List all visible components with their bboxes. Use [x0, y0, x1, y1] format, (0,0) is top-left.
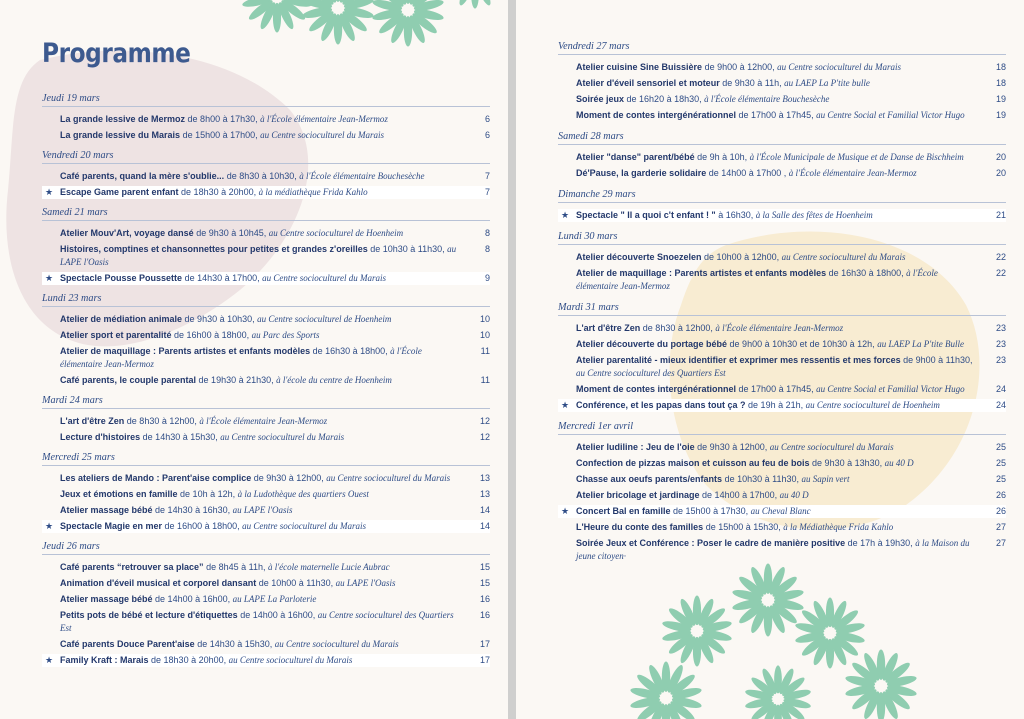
- event-time: de 10h00 à 11h30,: [256, 578, 336, 588]
- event-page-number: 15: [479, 562, 490, 572]
- event-name: Atelier d'éveil sensoriel et moteur: [576, 78, 720, 88]
- event-place: au Centre Social et Familial Victor Hugo: [816, 110, 965, 120]
- event-place: au LAPE l'Oasis: [60, 244, 457, 267]
- event-place: à l'École élémentaire Bouchesèche: [299, 171, 425, 181]
- day-heading: Vendredi 27 mars: [558, 41, 1006, 55]
- event-item: [42, 113, 490, 126]
- event-time: de 10h à 12h,: [177, 489, 238, 499]
- event-time: à 16h30,: [715, 210, 756, 220]
- event-time: de 16h20 à 18h30,: [624, 94, 705, 104]
- event-time: de 15h00 à 15h30,: [703, 522, 784, 532]
- event-place: au Sapin vert: [801, 474, 850, 484]
- event-page-number: 23: [995, 323, 1006, 333]
- event-page-number: 21: [995, 210, 1006, 220]
- event-time: de 14h30 à 15h30,: [140, 432, 221, 442]
- event-item: [558, 93, 1006, 106]
- star-icon: ★: [561, 400, 570, 410]
- event-name: Atelier parentalité - mieux identifier et exprimer mes ressentis et mes forces: [576, 355, 901, 365]
- event-place: à la médiathèque Frida Kahlo: [258, 187, 368, 197]
- event-place: au Centre socioculturel du Marais: [262, 273, 386, 283]
- event-page-number: 10: [479, 330, 490, 340]
- event-name: Dé'Pause, la garderie solidaire: [576, 168, 707, 178]
- highlighted-event-item: [42, 520, 490, 533]
- event-page-number: 6: [484, 130, 490, 140]
- event-page-number: 7: [484, 187, 490, 197]
- event-place: au Centre socioculturel de Hoenheim: [268, 228, 404, 238]
- day-heading: Samedi 21 mars: [42, 207, 490, 221]
- event-place: à l'école du centre de Hoenheim: [276, 375, 392, 385]
- highlighted-event-item: [42, 186, 490, 199]
- event-name: La grande lessive du Marais: [60, 130, 181, 140]
- star-icon: ★: [561, 506, 570, 516]
- event-place: au LAPE La Parloterie: [232, 594, 317, 604]
- event-item: [42, 313, 490, 326]
- event-time: de 15h00 à 17h00,: [180, 130, 261, 140]
- event-place: au Centre socioculturel du Marais: [228, 655, 353, 665]
- event-place: à l'École élémentaire Jean-Mermoz: [60, 346, 422, 369]
- event-place: à l'École élémentaire Jean-Mermoz: [260, 114, 388, 124]
- event-name: Atelier sport et parentalité: [60, 330, 172, 340]
- day-heading: Mercredi 25 mars: [42, 452, 490, 466]
- event-page-number: 14: [479, 505, 490, 515]
- event-page-number: 17: [479, 655, 490, 665]
- event-item: [558, 521, 1006, 534]
- event-item: [42, 609, 490, 635]
- event-name: L'Heure du conte des familles: [576, 522, 704, 532]
- event-place: au Centre socioculturel des Quartiers Est: [60, 610, 454, 633]
- event-place: au LAEP La P'tite bulle: [784, 78, 870, 88]
- event-time: de 19h30 à 21h30,: [196, 375, 277, 385]
- page-spine: [508, 0, 516, 719]
- event-time: de 14h00 à 16h00,: [152, 594, 233, 604]
- event-item: [42, 577, 490, 590]
- event-page-number: 10: [479, 314, 490, 324]
- event-name: Atelier de maquillage : Parents artistes et enfants modèles: [60, 346, 311, 356]
- event-time: de 9h00 à 11h30,: [900, 355, 973, 365]
- event-page-number: 25: [995, 458, 1006, 468]
- event-page-number: 24: [995, 384, 1006, 394]
- event-item: [558, 322, 1006, 335]
- event-page-number: 18: [995, 78, 1006, 88]
- right-flower-decoration: [743, 664, 813, 719]
- event-place: au Centre socioculturel du Marais: [769, 442, 894, 452]
- event-page-number: 25: [995, 474, 1006, 484]
- event-name: Café parents, quand la mère s'oublie...: [60, 171, 225, 181]
- event-time: de 14h00 à 16h00,: [237, 610, 318, 620]
- highlighted-event-item: [558, 399, 1006, 412]
- event-time: de 19h à 21h,: [745, 400, 806, 410]
- day-heading: Jeudi 19 mars: [42, 93, 490, 107]
- event-time: de 9h30 à 12h00,: [694, 442, 770, 452]
- event-name: Atelier cuisine Sine Buissière: [576, 62, 703, 72]
- day-section: [42, 93, 490, 145]
- event-page-number: 11: [480, 375, 490, 385]
- event-item: [558, 489, 1006, 502]
- event-item: [558, 77, 1006, 90]
- day-section: [558, 421, 1006, 566]
- day-section: [558, 189, 1006, 225]
- highlighted-event-item: [42, 654, 490, 667]
- event-name: Lecture d'histoires: [60, 432, 141, 442]
- event-item: [42, 638, 490, 651]
- event-name: Les ateliers de Mando : Parent'aise complice: [60, 473, 252, 483]
- event-item: [558, 167, 1006, 180]
- event-time: de 9h30 à 13h30,: [809, 458, 885, 468]
- event-item: [558, 354, 1006, 380]
- event-time: de 16h00 à 18h00,: [171, 330, 252, 340]
- event-time: de 15h00 à 17h30,: [670, 506, 751, 516]
- day-heading: Lundi 23 mars: [42, 293, 490, 307]
- day-section: [42, 452, 490, 536]
- event-time: de 10h30 à 11h30,: [367, 244, 448, 254]
- event-time: de 16h30 à 18h00,: [310, 346, 391, 356]
- day-section: [42, 207, 490, 288]
- event-item: [558, 537, 1006, 563]
- event-place: au LAEP La P'tite Bulle: [877, 339, 964, 349]
- event-place: à la Salle des fêtes de Hoenheim: [755, 210, 873, 220]
- event-item: [558, 441, 1006, 454]
- event-name: Café parents, le couple parental: [60, 375, 197, 385]
- event-place: au Centre Social et Familial Victor Hugo: [816, 384, 965, 394]
- event-item: [42, 243, 490, 269]
- event-name: Spectacle Pousse Poussette: [60, 273, 183, 283]
- event-item: [558, 338, 1006, 351]
- left-flower-decoration: [440, 0, 508, 15]
- event-place: au Centre socioculturel de Hoenheim: [805, 400, 940, 410]
- event-place: à l'École élémentaire Jean-Mermoz: [576, 268, 938, 291]
- event-name: Chasse aux oeufs parents/enfants: [576, 474, 723, 484]
- event-page-number: 11: [480, 346, 490, 356]
- event-page-number: 22: [995, 268, 1006, 278]
- event-item: [42, 593, 490, 606]
- event-place: au Parc des Sports: [251, 330, 320, 340]
- event-item: [42, 504, 490, 517]
- event-page-number: 9: [484, 273, 490, 283]
- day-heading: Mercredi 1er avril: [558, 421, 1006, 435]
- event-place: au Centre socioculturel du Marais: [781, 252, 906, 262]
- event-place: à l'École Municipale de Musique et de Danse de Bischheim: [749, 152, 964, 162]
- event-page-number: 27: [995, 538, 1006, 548]
- event-time: de 8h30 à 12h00,: [124, 416, 200, 426]
- event-item: [42, 170, 490, 183]
- event-name: Atelier de médiation animale: [60, 314, 183, 324]
- event-name: Concert Bal en famille: [576, 506, 671, 516]
- page-title: Programme: [42, 38, 191, 69]
- star-icon: ★: [45, 273, 54, 283]
- event-page-number: 24: [995, 400, 1006, 410]
- event-page-number: 13: [479, 473, 490, 483]
- right-flower-decoration: [628, 660, 704, 719]
- event-item: [558, 251, 1006, 264]
- event-name: Spectacle Magie en mer: [60, 521, 163, 531]
- event-name: Atelier massage bébé: [60, 505, 153, 515]
- event-time: de 14h30 à 17h00,: [182, 273, 263, 283]
- event-page-number: 18: [995, 62, 1006, 72]
- event-time: de 9h30 à 10h45,: [193, 228, 269, 238]
- day-heading: Samedi 28 mars: [558, 131, 1006, 145]
- event-place: à l'École élémentaire Jean-Mermoz: [788, 168, 917, 178]
- event-page-number: 8: [484, 244, 490, 254]
- event-name: Soirée Jeux et Conférence : Poser le cadre de manière positive: [576, 538, 846, 548]
- event-time: de 17h00 à 17h45,: [736, 384, 817, 394]
- event-page-number: 20: [995, 152, 1006, 162]
- event-item: [42, 561, 490, 574]
- event-page-number: 8: [484, 228, 490, 238]
- event-page-number: 20: [995, 168, 1006, 178]
- event-time: de 10h30 à 11h30,: [722, 474, 802, 484]
- event-place: à la Médiathèque Frida Kahlo: [783, 522, 894, 532]
- event-name: L'art d'être Zen: [576, 323, 641, 333]
- event-item: [42, 431, 490, 444]
- event-name: Conférence, et les papas dans tout ça ?: [576, 400, 746, 410]
- event-place: au LAPE l'Oasis: [335, 578, 396, 588]
- event-place: au Centre socioculturel des Quartiers Est: [576, 368, 726, 378]
- event-place: au 40 D: [884, 458, 914, 468]
- event-time: de 14h00 à 17h00 ,: [706, 168, 789, 178]
- event-item: [42, 374, 490, 387]
- event-place: à l'École élémentaire Jean-Mermoz: [715, 323, 844, 333]
- event-time: de 8h30 à 10h30,: [224, 171, 300, 181]
- event-name: Atelier "danse" parent/bébé: [576, 152, 695, 162]
- event-place: à la Maison du jeune citoyen·: [576, 538, 970, 561]
- event-name: Histoires, comptines et chansonnettes pour petites et grandes z'oreilles: [60, 244, 368, 254]
- event-page-number: 7: [484, 171, 490, 181]
- event-page-number: 22: [995, 252, 1006, 262]
- event-page-number: 16: [479, 610, 490, 620]
- day-section: [558, 231, 1006, 296]
- event-time: de 9h30 à 11h,: [719, 78, 785, 88]
- left-page: [0, 0, 508, 719]
- event-place: à l'École élémentaire Jean-Mermoz: [199, 416, 328, 426]
- event-place: à l'École élémentaire Bouchesèche: [704, 94, 830, 104]
- event-name: Spectacle " Il a quoi c't enfant ! ": [576, 210, 716, 220]
- event-item: [42, 329, 490, 342]
- event-time: de 14h30 à 15h30,: [194, 639, 275, 649]
- event-time: de 8h00 à 17h30,: [185, 114, 261, 124]
- event-page-number: 16: [479, 594, 490, 604]
- event-page-number: 17: [479, 639, 490, 649]
- event-item: [558, 61, 1006, 74]
- event-page-number: 23: [995, 339, 1006, 349]
- day-section: [42, 150, 490, 202]
- event-name: Atelier Mouv'Art, voyage dansé: [60, 228, 194, 238]
- event-page-number: 19: [995, 94, 1006, 104]
- event-name: Family Kraft : Marais: [60, 655, 149, 665]
- event-page-number: 12: [479, 432, 490, 442]
- day-heading: Lundi 30 mars: [558, 231, 1006, 245]
- event-time: de 18h30 à 20h00,: [148, 655, 229, 665]
- day-heading: Vendredi 20 mars: [42, 150, 490, 164]
- event-time: de 14h00 à 17h00,: [699, 490, 780, 500]
- event-page-number: 23: [995, 355, 1006, 365]
- event-name: Animation d'éveil musical et corporel dansant: [60, 578, 257, 588]
- event-time: de 8h45 à 11h,: [203, 562, 268, 572]
- event-time: de 8h30 à 12h00,: [640, 323, 716, 333]
- day-heading: Mardi 24 mars: [42, 395, 490, 409]
- event-item: [42, 345, 490, 371]
- right-flower-decoration: [843, 648, 919, 719]
- event-time: de 10h00 à 12h00,: [701, 252, 782, 262]
- event-page-number: 26: [995, 490, 1006, 500]
- event-place: au Centre socioculturel du Marais: [274, 639, 399, 649]
- day-section: [42, 541, 490, 670]
- event-name: Soirée jeux: [576, 94, 625, 104]
- event-page-number: 15: [479, 578, 490, 588]
- highlighted-event-item: [558, 209, 1006, 222]
- event-name: Moment de contes intergénérationnel: [576, 384, 737, 394]
- event-page-number: 6: [484, 114, 490, 124]
- day-heading: Jeudi 26 mars: [42, 541, 490, 555]
- event-name: Atelier découverte du portage bébé: [576, 339, 728, 349]
- event-page-number: 13: [479, 489, 490, 499]
- event-time: de 17h à 19h30,: [845, 538, 916, 548]
- day-section: [42, 395, 490, 447]
- event-name: Atelier découverte Snoezelen: [576, 252, 702, 262]
- highlighted-event-item: [42, 272, 490, 285]
- event-page-number: 14: [479, 521, 490, 531]
- event-page-number: 27: [995, 522, 1006, 532]
- day-section: [42, 293, 490, 390]
- star-icon: ★: [45, 187, 54, 197]
- event-item: [558, 267, 1006, 293]
- event-time: de 9h30 à 12h00,: [251, 473, 327, 483]
- event-item: [558, 383, 1006, 396]
- event-time: de 9h00 à 10h30 et de 10h30 à 12h,: [727, 339, 878, 349]
- left-flower-decoration: [370, 0, 446, 53]
- event-name: Café parents “retrouver sa place”: [60, 562, 204, 572]
- event-time: de 17h00 à 17h45,: [736, 110, 817, 120]
- event-time: de 18h30 à 20h00,: [178, 187, 259, 197]
- event-time: de 16h30 à 18h00,: [826, 268, 907, 278]
- event-page-number: 25: [995, 442, 1006, 452]
- event-time: de 16h00 à 18h00,: [162, 521, 243, 531]
- day-heading: Mardi 31 mars: [558, 302, 1006, 316]
- event-item: [42, 488, 490, 501]
- event-place: au Centre socioculturel de Hoenheim: [257, 314, 392, 324]
- event-name: Atelier de maquillage : Parents artistes et enfants modèles: [576, 268, 827, 278]
- event-item: [42, 472, 490, 485]
- day-section: [558, 41, 1006, 125]
- day-section: [558, 131, 1006, 183]
- event-time: de 14h30 à 16h30,: [152, 505, 233, 515]
- event-name: Café parents Douce Parent'aise: [60, 639, 195, 649]
- event-name: L'art d'être Zen: [60, 416, 125, 426]
- event-place: à la Ludothèque des quartiers Ouest: [237, 489, 369, 499]
- event-place: à l'école maternelle Lucie Aubrac: [267, 562, 390, 572]
- event-place: au LAPE l'Oasis: [232, 505, 293, 515]
- day-heading: Dimanche 29 mars: [558, 189, 1006, 203]
- star-icon: ★: [45, 521, 54, 531]
- event-place: au Cheval Blanc: [750, 506, 811, 516]
- event-time: de 9h à 10h,: [694, 152, 750, 162]
- event-name: Confection de pizzas maison et cuisson au feu de bois: [576, 458, 810, 468]
- event-name: Jeux et émotions en famille: [60, 489, 178, 499]
- event-name: Petits pots de bébé et lecture d'étiquettes: [60, 610, 238, 620]
- event-place: au 40 D: [779, 490, 809, 500]
- event-name: Escape Game parent enfant: [60, 187, 179, 197]
- event-name: Atelier bricolage et jardinage: [576, 490, 700, 500]
- event-item: [42, 227, 490, 240]
- event-name: La grande lessive de Mermoz: [60, 114, 186, 124]
- event-item: [558, 457, 1006, 470]
- event-place: au Centre socioculturel du Marais: [777, 62, 901, 72]
- event-page-number: 26: [995, 506, 1006, 516]
- event-name: Moment de contes intergénérationnel: [576, 110, 737, 120]
- event-name: Atelier ludiline : Jeu de l'oie: [576, 442, 695, 452]
- event-item: [42, 415, 490, 428]
- event-item: [42, 129, 490, 142]
- star-icon: ★: [45, 655, 54, 665]
- event-time: de 9h30 à 10h30,: [182, 314, 258, 324]
- highlighted-event-item: [558, 505, 1006, 518]
- event-page-number: 19: [995, 110, 1006, 120]
- event-time: de 9h00 à 12h00,: [702, 62, 778, 72]
- star-icon: ★: [561, 210, 570, 220]
- event-place: au Centre socioculturel du Marais: [242, 521, 366, 531]
- day-section: [558, 302, 1006, 415]
- event-place: au Centre socioculturel du Marais: [260, 130, 384, 140]
- event-page-number: 12: [479, 416, 490, 426]
- event-place: au Centre socioculturel du Marais: [326, 473, 451, 483]
- event-item: [558, 151, 1006, 164]
- left-flower-decoration: [300, 0, 376, 51]
- event-item: [558, 473, 1006, 486]
- event-place: au Centre socioculturel du Marais: [220, 432, 345, 442]
- right-page: [516, 0, 1024, 719]
- event-item: [558, 109, 1006, 122]
- event-name: Atelier massage bébé: [60, 594, 153, 604]
